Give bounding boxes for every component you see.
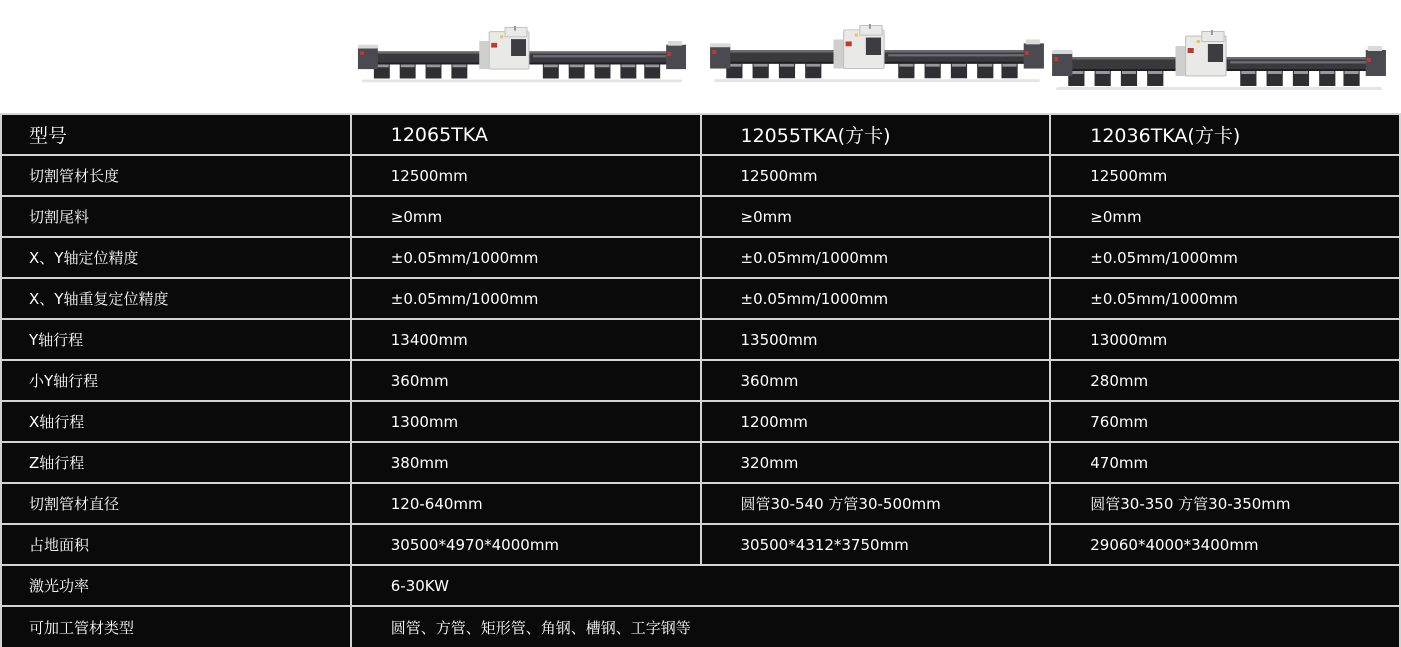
spec-label: Y轴行程 xyxy=(1,319,351,360)
table-header-row xyxy=(1,114,1400,155)
spec-label: Z轴行程 xyxy=(1,442,351,483)
spec-value: 圆管30-540 方管30-500mm xyxy=(701,483,1051,524)
spec-value: 760mm xyxy=(1050,401,1400,442)
spec-value: ±0.05mm/1000mm xyxy=(1050,278,1400,319)
spec-value: ≥0mm xyxy=(701,196,1051,237)
spec-value: 470mm xyxy=(1050,442,1400,483)
spec-value: ±0.05mm/1000mm xyxy=(351,278,701,319)
tube-laser-machine-icon xyxy=(352,26,690,86)
tube-laser-machine-icon xyxy=(704,24,1048,86)
spec-value: 360mm xyxy=(351,360,701,401)
spec-value: 1300mm xyxy=(351,401,701,442)
table-row xyxy=(1,483,1400,524)
spec-value: 12500mm xyxy=(701,155,1051,196)
spec-value: 280mm xyxy=(1050,360,1400,401)
spec-value: 360mm xyxy=(701,360,1051,401)
header-model-3: 12036TKA(方卡) xyxy=(1050,114,1400,155)
spec-value: ≥0mm xyxy=(1050,196,1400,237)
tube-laser-machine-icon xyxy=(1046,30,1390,94)
spec-value: ±0.05mm/1000mm xyxy=(701,237,1051,278)
spec-value: 圆管30-350 方管30-350mm xyxy=(1050,483,1400,524)
spec-value: 1200mm xyxy=(701,401,1051,442)
spec-label: 切割尾料 xyxy=(1,196,351,237)
spec-value-span: 6-30KW xyxy=(351,565,1400,606)
machine-image-12065tka xyxy=(352,26,690,86)
spec-label: 可加工管材类型 xyxy=(1,606,351,647)
spec-value: ±0.05mm/1000mm xyxy=(351,237,701,278)
machine-image-12036tka xyxy=(1046,30,1390,94)
spec-label: 小Y轴行程 xyxy=(1,360,351,401)
machine-gallery xyxy=(0,0,1401,113)
spec-table xyxy=(0,113,1401,647)
spec-label: X、Y轴定位精度 xyxy=(1,237,351,278)
spec-value: 380mm xyxy=(351,442,701,483)
spec-value: 120-640mm xyxy=(351,483,701,524)
spec-value-span: 圆管、方管、矩形管、角钢、槽钢、工字钢等 xyxy=(351,606,1400,647)
table-row xyxy=(1,360,1400,401)
table-row xyxy=(1,319,1400,360)
header-model-label: 型号 xyxy=(1,114,351,155)
spec-value: ≥0mm xyxy=(351,196,701,237)
spec-label: 切割管材长度 xyxy=(1,155,351,196)
spec-label: X轴行程 xyxy=(1,401,351,442)
spec-value: 30500*4312*3750mm xyxy=(701,524,1051,565)
table-row xyxy=(1,442,1400,483)
table-row-span xyxy=(1,565,1400,606)
table-row xyxy=(1,401,1400,442)
table-row-span xyxy=(1,606,1400,647)
spec-value: ±0.05mm/1000mm xyxy=(1050,237,1400,278)
table-row xyxy=(1,278,1400,319)
spec-value: 29060*4000*3400mm xyxy=(1050,524,1400,565)
table-row xyxy=(1,524,1400,565)
spec-label: X、Y轴重复定位精度 xyxy=(1,278,351,319)
table-row xyxy=(1,196,1400,237)
spec-value: 13500mm xyxy=(701,319,1051,360)
spec-value: ±0.05mm/1000mm xyxy=(701,278,1051,319)
spec-value: 13400mm xyxy=(351,319,701,360)
spec-value: 12500mm xyxy=(351,155,701,196)
header-model-2: 12055TKA(方卡) xyxy=(701,114,1051,155)
table-row xyxy=(1,155,1400,196)
spec-label: 占地面积 xyxy=(1,524,351,565)
spec-value: 13000mm xyxy=(1050,319,1400,360)
machine-image-12055tka xyxy=(704,24,1048,86)
spec-label: 激光功率 xyxy=(1,565,351,606)
spec-label: 切割管材直径 xyxy=(1,483,351,524)
spec-value: 12500mm xyxy=(1050,155,1400,196)
spec-value: 30500*4970*4000mm xyxy=(351,524,701,565)
table-row xyxy=(1,237,1400,278)
spec-value: 320mm xyxy=(701,442,1051,483)
header-model-1: 12065TKA xyxy=(351,114,701,155)
